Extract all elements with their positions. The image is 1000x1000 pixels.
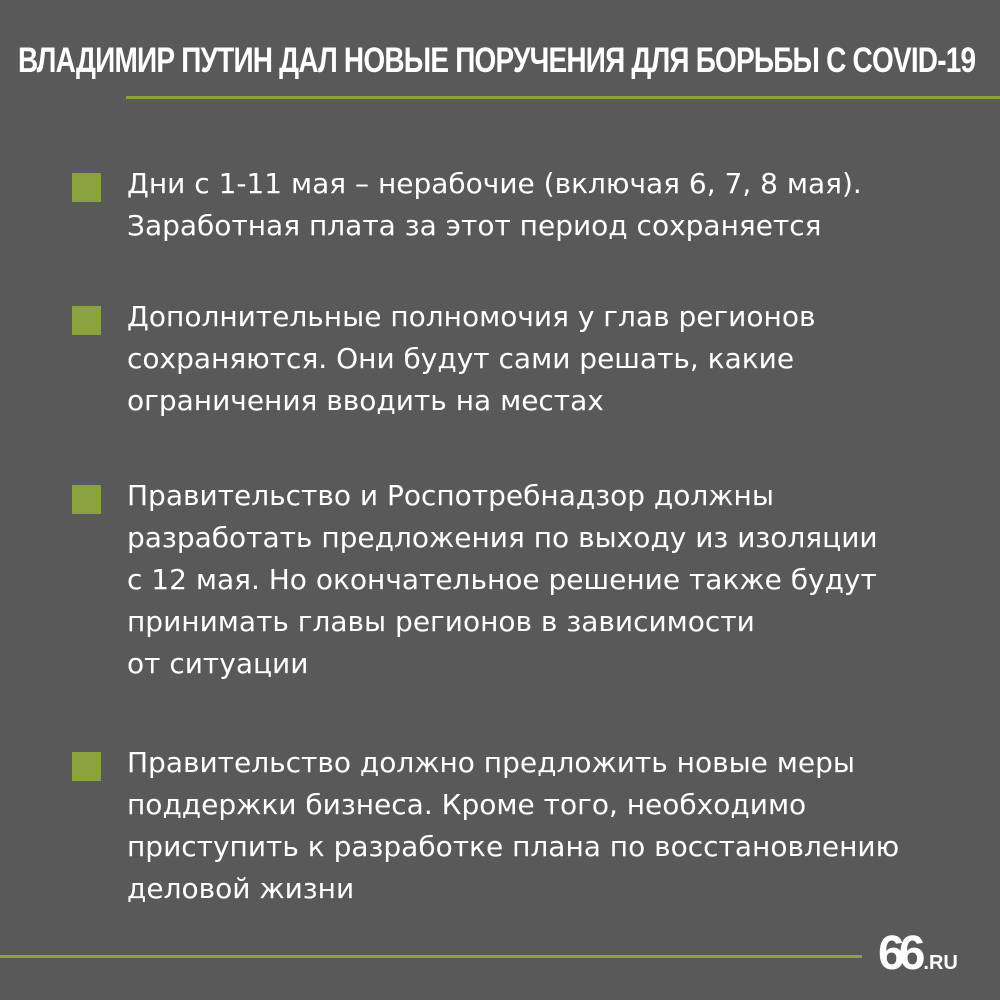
page-title: ВЛАДИМИР ПУТИН ДАЛ НОВЫЕ ПОРУЧЕНИЯ ДЛЯ БОРЬБЫ С COVID-19 bbox=[18, 41, 976, 80]
list-item-line: Дни с 1-11 мая – нерабочие (включая 6, 7, 8 мая). bbox=[127, 167, 862, 200]
list-item-line: разработать предложения по выходу из изоляции bbox=[127, 521, 878, 554]
list-item-line: Правительство должно предложить новые меры bbox=[127, 746, 856, 779]
list-item-text bbox=[127, 475, 927, 685]
list-item-line: сохраняются. Они будут сами решать, какие bbox=[127, 342, 795, 375]
list-item-text bbox=[127, 163, 927, 247]
logo-domain: .RU bbox=[923, 952, 958, 974]
square-bullet-icon bbox=[72, 485, 101, 514]
footer-divider bbox=[0, 955, 862, 958]
list-item-line: Правительство и Роспотребнадзор должны bbox=[127, 479, 774, 512]
list-item-line: принимать главы регионов в зависимости bbox=[127, 605, 755, 638]
list-item-line: от ситуации bbox=[127, 647, 309, 680]
square-bullet-icon bbox=[72, 306, 101, 335]
list-item-line: Заработная плата за этот период сохраняется bbox=[127, 209, 822, 242]
title-underline bbox=[126, 96, 1000, 99]
square-bullet-icon bbox=[72, 173, 101, 202]
list-item-line: приступить к разработке плана по восстановлению bbox=[127, 830, 900, 863]
list-item-text bbox=[127, 296, 927, 422]
list-item-line: ограничения вводить на местах bbox=[127, 384, 604, 417]
list-item-line: деловой жизни bbox=[127, 872, 355, 905]
site-logo bbox=[878, 924, 993, 984]
logo-number: 66 bbox=[878, 927, 920, 980]
list-item-line: с 12 мая. Но окончательное решение также будут bbox=[127, 563, 877, 596]
square-bullet-icon bbox=[72, 752, 101, 781]
list-item-line: Дополнительные полномочия у глав регионов bbox=[127, 300, 816, 333]
list-item-line: поддержки бизнеса. Кроме того, необходимо bbox=[127, 788, 807, 821]
list-item-text bbox=[127, 742, 927, 910]
